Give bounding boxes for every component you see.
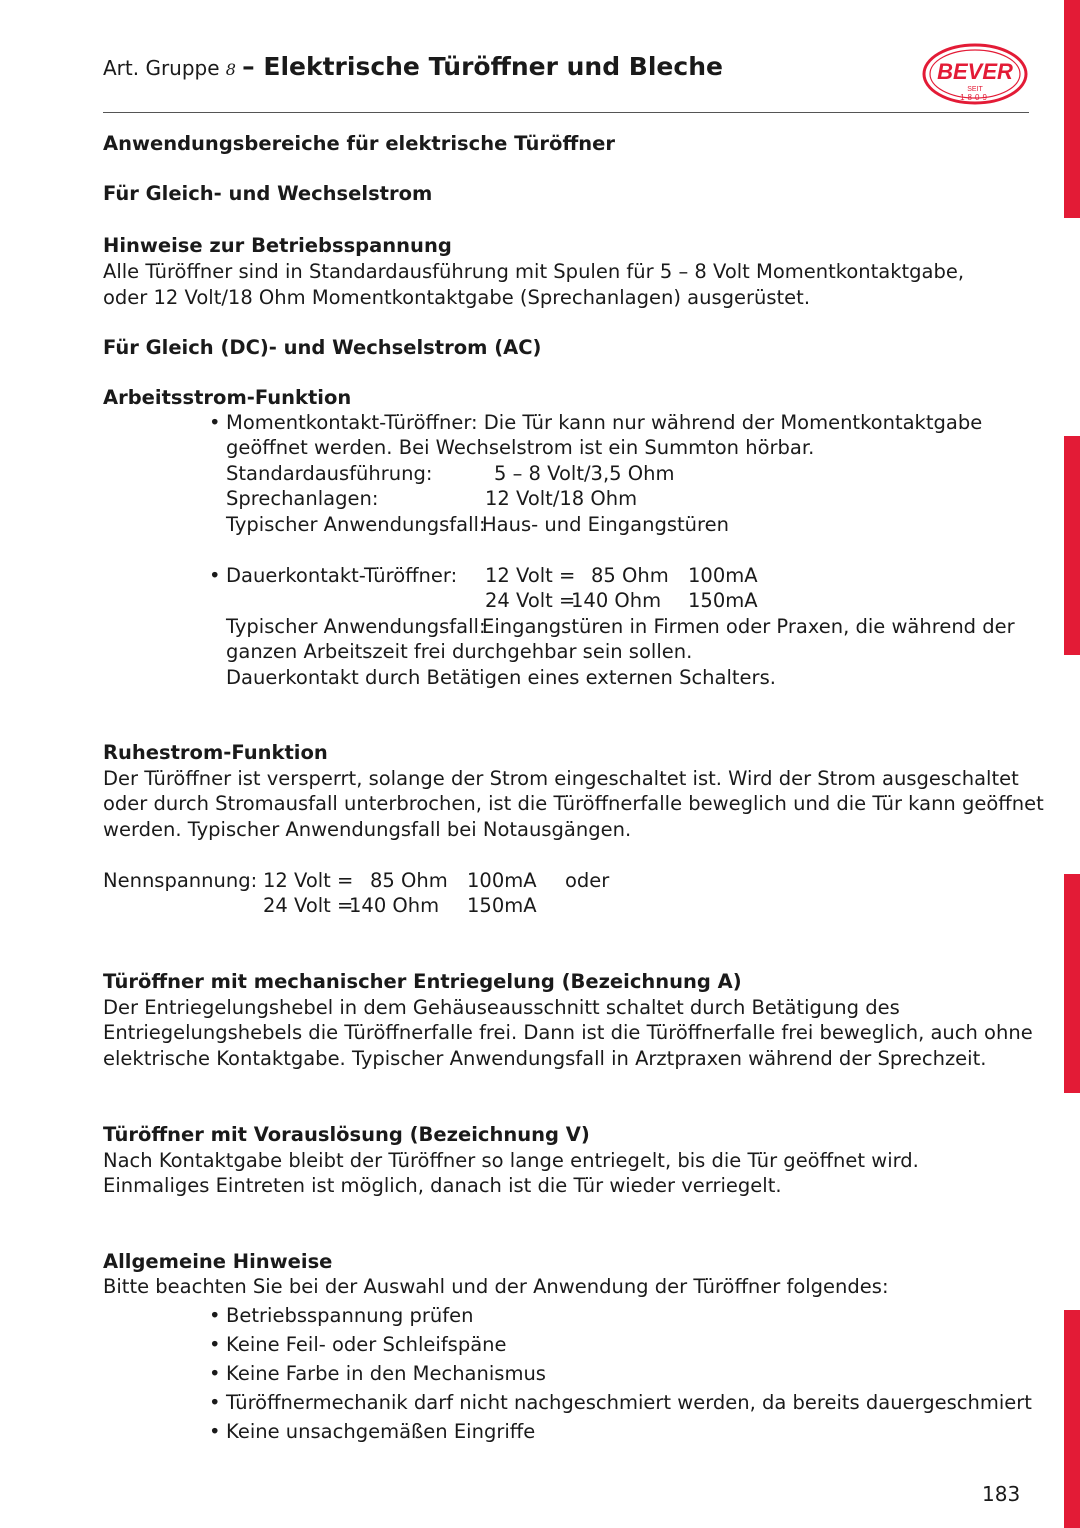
dk-typ-label: Typischer Anwendungsfall: xyxy=(226,615,486,638)
allg-bullet: • Betriebsspannung prüfen xyxy=(226,1303,473,1328)
nenn-row1-ma: 100mA xyxy=(467,869,537,892)
header-title: – Elektrische Türöffner und Bleche xyxy=(242,52,723,81)
nenn-label: Nennspannung: xyxy=(103,869,258,892)
paragraph-betrieb-2: oder 12 Volt/18 Ohm Momentkontaktgabe (Sprechanlagen) ausgerüstet. xyxy=(103,286,811,309)
allg-bullet: • Türöffnermechanik darf nicht nachgeschmiert werden, da bereits dauergeschmiert xyxy=(226,1390,1032,1415)
nenn-row2-volt: 24 Volt = xyxy=(263,894,354,917)
dk-row1-ma: 100mA xyxy=(688,564,758,587)
paragraph-betrieb-1: Alle Türöffner sind in Standardausführung mit Spulen für 5 – 8 Volt Momentkontaktgabe, xyxy=(103,260,965,283)
momentkontakt-line-2: geöffnet werden. Bei Wechselstrom ist ein Summton hörbar. xyxy=(226,436,815,459)
allg-bullet: • Keine Feil- oder Schleifspäne xyxy=(226,1332,507,1357)
dk-row2-ohm: 140 Ohm xyxy=(571,589,662,612)
heading-arbeit: Arbeitsstrom-Funktion xyxy=(103,386,352,409)
edge-tab-4 xyxy=(1064,1310,1080,1528)
heading-betrieb: Hinweise zur Betriebsspannung xyxy=(103,234,452,257)
dk-typ-line-2: ganzen Arbeitszeit frei durchgehbar sein sollen. xyxy=(226,640,693,663)
heading-allg: Allgemeine Hinweise xyxy=(103,1250,333,1273)
edge-tab-2 xyxy=(1064,436,1080,655)
allg-bullet: • Keine unsachgemäßen Eingriffe xyxy=(226,1419,535,1444)
ruhe-line-1: Der Türöffner ist versperrt, solange der Strom eingeschaltet ist. Wird der Strom ausgeschaltet xyxy=(103,767,1019,790)
heading-mech: Türöffner mit mechanischer Entriegelung (Bezeichnung A) xyxy=(103,970,742,993)
nenn-row1-volt: 12 Volt = xyxy=(263,869,354,892)
voraus-line-2: Einmaliges Eintreten ist möglich, danach ist die Tür wieder verriegelt. xyxy=(103,1174,782,1197)
std-label: Standardausführung: xyxy=(226,462,433,485)
ruhe-line-3: werden. Typischer Anwendungsfall bei Notausgängen. xyxy=(103,818,632,841)
dk-row2-volt: 24 Volt = xyxy=(485,589,576,612)
dk-row1-volt: 12 Volt = xyxy=(485,564,576,587)
heading-ruhe: Ruhestrom-Funktion xyxy=(103,741,328,764)
ruhe-line-2: oder durch Stromausfall unterbrochen, ist die Türöffnerfalle beweglich und die Tür kann geöffnet xyxy=(103,792,1044,815)
edge-tab-3 xyxy=(1064,874,1080,1093)
std-value: 5 – 8 Volt/3,5 Ohm xyxy=(494,462,675,485)
nenn-row2-ma: 150mA xyxy=(467,894,537,917)
bullet-dauerkontakt: • Dauerkontakt-Türöffner: xyxy=(226,563,457,588)
heading-strom: Für Gleich- und Wechselstrom xyxy=(103,182,433,205)
logo-seit: SEIT xyxy=(967,86,983,93)
voraus-line-1: Nach Kontaktgabe bleibt der Türöffner so lange entriegelt, bis die Tür geöffnet wird. xyxy=(103,1149,919,1172)
dk-row2-ma: 150mA xyxy=(688,589,758,612)
dk-typ-value: Eingangstüren in Firmen oder Praxen, die während der xyxy=(482,615,1015,638)
nenn-row2-ohm: 140 Ohm xyxy=(349,894,440,917)
header-prefix: Art. Gruppe xyxy=(103,56,220,80)
heading-voraus: Türöffner mit Vorauslösung (Bezeichnung V) xyxy=(103,1123,590,1146)
header-divider xyxy=(103,112,1029,113)
sprech-label: Sprechanlagen: xyxy=(226,487,379,510)
bullet-momentkontakt: • Momentkontakt-Türöffner: Die Tür kann nur während der Momentkontaktgabe xyxy=(226,410,982,435)
page-number: 183 xyxy=(982,1482,1021,1506)
mech-line-1: Der Entriegelungshebel in dem Gehäuseausschnitt schaltet durch Betätigung des xyxy=(103,996,900,1019)
heading-dcac: Für Gleich (DC)- und Wechselstrom (AC) xyxy=(103,336,542,359)
page-header xyxy=(103,52,723,85)
mech-line-3: elektrische Kontaktgabe. Typischer Anwendungsfall in Arztpraxen während der Sprechzeit. xyxy=(103,1047,987,1070)
mk-typ-label: Typischer Anwendungsfall: xyxy=(226,513,486,536)
nenn-row1-ohm: 85 Ohm xyxy=(370,869,448,892)
header-group-number: 8 xyxy=(225,60,236,79)
heading-main: Anwendungsbereiche für elektrische Türöffner xyxy=(103,132,615,155)
nenn-oder: oder xyxy=(565,869,610,892)
sprech-value: 12 Volt/18 Ohm xyxy=(485,487,638,510)
bever-logo xyxy=(921,42,1029,106)
allg-intro: Bitte beachten Sie bei der Auswahl und der Anwendung der Türöffner folgendes: xyxy=(103,1275,889,1298)
dk-row1-ohm: 85 Ohm xyxy=(591,564,669,587)
logo-brand: BEVER xyxy=(937,59,1013,84)
dk-typ-line-3: Dauerkontakt durch Betätigen eines externen Schalters. xyxy=(226,666,776,689)
mech-line-2: Entriegelungshebels die Türöffnerfalle frei. Dann ist die Türöffnerfalle frei beweglich, auch ohne xyxy=(103,1021,1033,1044)
allg-bullet: • Keine Farbe in den Mechanismus xyxy=(226,1361,546,1386)
edge-tab-1 xyxy=(1064,0,1080,218)
logo-year: 1809 xyxy=(960,93,990,102)
mk-typ-value: Haus- und Eingangstüren xyxy=(482,513,729,536)
